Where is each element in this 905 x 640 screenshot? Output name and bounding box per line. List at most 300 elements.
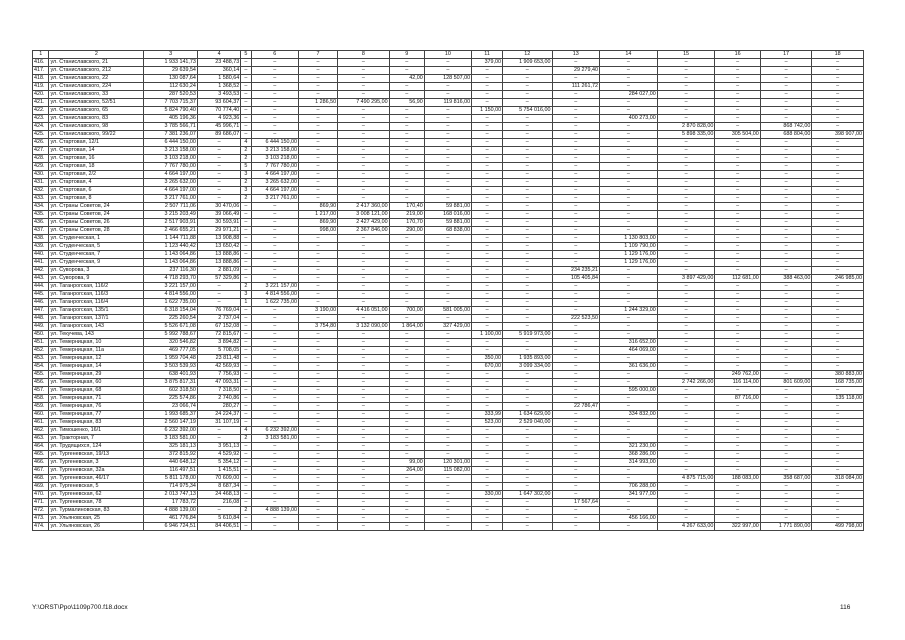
table-row	[33, 451, 864, 459]
table-cell: –	[472, 75, 503, 83]
table-cell: –	[197, 163, 240, 171]
table-cell: –	[389, 339, 424, 347]
table-row	[33, 427, 864, 435]
table-cell: –	[812, 83, 864, 91]
table-cell: 2	[241, 283, 251, 291]
table-cell: –	[715, 123, 760, 131]
column-number-cell: 3	[144, 51, 198, 59]
table-cell: –	[503, 91, 552, 99]
table-cell: –	[241, 467, 251, 475]
table-cell: 333,99	[472, 411, 503, 419]
table-cell: –	[760, 99, 812, 107]
table-cell: –	[760, 67, 812, 75]
table-cell: –	[812, 251, 864, 259]
table-cell: –	[812, 411, 864, 419]
table-cell: 1 647 302,00	[503, 491, 552, 499]
table-cell: 5 824 790,40	[144, 107, 198, 115]
table-cell: –	[503, 291, 552, 299]
table-cell: 128 507,00	[424, 75, 471, 83]
table-cell: 5 811 178,00	[144, 475, 198, 483]
table-cell: –	[715, 211, 760, 219]
table-cell: –	[812, 267, 864, 275]
table-cell: –	[424, 275, 471, 283]
table-cell: –	[503, 155, 552, 163]
table-cell: 5 919 973,00	[503, 331, 552, 339]
table-cell: 869,90	[298, 203, 337, 211]
table-cell: 7 767 780,00	[251, 163, 298, 171]
table-cell: 188 083,00	[715, 475, 760, 483]
table-cell: –	[715, 155, 760, 163]
table-cell: 1 368,52	[197, 83, 240, 91]
table-cell: –	[657, 99, 715, 107]
table-cell: –	[338, 139, 390, 147]
table-cell: –	[503, 283, 552, 291]
table-cell: –	[812, 403, 864, 411]
table-cell: –	[657, 211, 715, 219]
table-cell: –	[298, 243, 337, 251]
row-number-cell: 473.	[33, 515, 49, 523]
table-cell: –	[552, 283, 599, 291]
table-cell: –	[424, 243, 471, 251]
table-cell: –	[552, 163, 599, 171]
table-cell: 7 318,50	[197, 387, 240, 395]
table-row	[33, 315, 864, 323]
table-cell: –	[760, 299, 812, 307]
table-cell: –	[552, 467, 599, 475]
table-cell: –	[552, 427, 599, 435]
table-cell: –	[241, 91, 251, 99]
table-cell: –	[298, 331, 337, 339]
table-cell: –	[241, 219, 251, 227]
table-cell: 358 687,00	[760, 475, 812, 483]
table-cell: 706 288,00	[599, 483, 657, 491]
table-cell: –	[338, 379, 390, 387]
table-cell: –	[338, 251, 390, 259]
table-cell: –	[389, 507, 424, 515]
table-cell: –	[241, 371, 251, 379]
address-cell: ул. Тимошенко, 16/1	[49, 427, 144, 435]
table-cell: –	[424, 171, 471, 179]
address-cell: ул. Станиславского, 224	[49, 83, 144, 91]
table-cell: –	[599, 299, 657, 307]
document-path: Y:\ORST\Ppo\1109p700.f18.docx	[32, 604, 128, 611]
table-cell: 284 027,00	[599, 91, 657, 99]
table-cell: –	[552, 99, 599, 107]
table-cell: –	[503, 459, 552, 467]
table-cell: –	[812, 443, 864, 451]
table-cell: –	[812, 355, 864, 363]
table-cell: 1 286,50	[298, 99, 337, 107]
table-cell: –	[338, 515, 390, 523]
table-cell: –	[338, 291, 390, 299]
table-cell: –	[503, 315, 552, 323]
table-cell: –	[715, 339, 760, 347]
table-cell: –	[241, 59, 251, 67]
table-cell: –	[552, 451, 599, 459]
table-cell: 17 783,72	[144, 499, 198, 507]
table-cell: 2	[241, 155, 251, 163]
table-cell: –	[389, 139, 424, 147]
address-cell: ул. Суворова, 9	[49, 275, 144, 283]
table-cell: –	[241, 123, 251, 131]
table-cell: –	[472, 475, 503, 483]
table-cell: –	[599, 475, 657, 483]
table-cell: –	[599, 523, 657, 531]
address-cell: ул. Трудящихся, 124	[49, 443, 144, 451]
table-cell: 869,90	[298, 219, 337, 227]
table-cell: –	[599, 195, 657, 203]
table-cell: –	[599, 467, 657, 475]
column-number-cell: 18	[812, 51, 864, 59]
table-cell: 116 114,00	[715, 379, 760, 387]
table-cell: –	[599, 427, 657, 435]
table-cell: 3 215 203,49	[144, 211, 198, 219]
table-cell: 305 504,00	[715, 131, 760, 139]
table-cell: –	[389, 163, 424, 171]
row-number-cell: 442.	[33, 267, 49, 275]
table-cell: 39 066,49	[197, 211, 240, 219]
row-number-cell: 430.	[33, 171, 49, 179]
address-cell: ул. Тургеневская, 3	[49, 459, 144, 467]
table-cell: –	[760, 211, 812, 219]
row-number-cell: 451.	[33, 339, 49, 347]
table-cell: 602 318,50	[144, 387, 198, 395]
table-cell: –	[424, 339, 471, 347]
table-cell: 216,08	[197, 499, 240, 507]
table-cell: –	[424, 371, 471, 379]
table-cell: –	[657, 195, 715, 203]
table-cell: –	[338, 419, 390, 427]
address-cell: ул. Страны Советов, 24	[49, 211, 144, 219]
table-cell: 330,00	[472, 491, 503, 499]
table-cell: 7 381 236,07	[144, 131, 198, 139]
table-cell: –	[599, 499, 657, 507]
address-cell: ул. Студенческая, 5	[49, 243, 144, 251]
table-cell: –	[552, 419, 599, 427]
address-cell: ул. Станиславского, 99/22	[49, 131, 144, 139]
table-row	[33, 171, 864, 179]
table-row	[33, 243, 864, 251]
table-cell: –	[389, 171, 424, 179]
address-cell: ул. Темерницкая, 76	[49, 403, 144, 411]
table-cell: –	[251, 347, 298, 355]
table-cell: –	[338, 235, 390, 243]
table-cell: 3 103 218,00	[251, 155, 298, 163]
table-row	[33, 347, 864, 355]
address-cell: ул. Стартовая, 6	[49, 187, 144, 195]
table-cell: –	[241, 523, 251, 531]
table-row	[33, 323, 864, 331]
address-cell: ул. Стартовая, 14	[49, 147, 144, 155]
table-cell: –	[197, 155, 240, 163]
table-cell: –	[812, 307, 864, 315]
table-cell: –	[552, 131, 599, 139]
address-cell: ул. Таганрогская, 143	[49, 323, 144, 331]
table-cell: –	[812, 435, 864, 443]
table-cell: –	[251, 131, 298, 139]
table-cell: –	[251, 211, 298, 219]
table-cell: –	[657, 395, 715, 403]
table-cell: –	[251, 123, 298, 131]
row-number-cell: 467.	[33, 467, 49, 475]
table-cell: 237 116,30	[144, 267, 198, 275]
table-cell: 4 664 197,00	[144, 187, 198, 195]
table-cell: –	[812, 91, 864, 99]
table-cell: 7 767 780,00	[144, 163, 198, 171]
table-cell: –	[503, 267, 552, 275]
table-cell: –	[503, 67, 552, 75]
table-cell: –	[298, 195, 337, 203]
table-cell: –	[241, 227, 251, 235]
table-cell: –	[812, 283, 864, 291]
table-cell: –	[657, 403, 715, 411]
table-cell: 3 897 429,00	[657, 275, 715, 283]
table-cell: –	[298, 355, 337, 363]
row-number-cell: 440.	[33, 251, 49, 259]
table-cell: –	[657, 299, 715, 307]
table-cell: –	[552, 323, 599, 331]
table-cell: –	[472, 243, 503, 251]
table-cell: –	[760, 155, 812, 163]
table-cell: –	[503, 75, 552, 83]
table-cell: –	[657, 315, 715, 323]
table-row	[33, 227, 864, 235]
table-cell: –	[251, 515, 298, 523]
table-cell: –	[760, 307, 812, 315]
table-cell: –	[298, 483, 337, 491]
table-row	[33, 331, 864, 339]
table-cell: 105 405,84	[552, 275, 599, 283]
table-cell: 168 735,00	[812, 379, 864, 387]
address-cell: ул. Ульяновская, 26	[49, 523, 144, 531]
table-cell: 70 774,40	[197, 107, 240, 115]
table-cell: 23 066,74	[144, 403, 198, 411]
row-number-cell: 431.	[33, 179, 49, 187]
table-cell: –	[389, 451, 424, 459]
address-cell: ул. Станиславского, 212	[49, 67, 144, 75]
table-cell: –	[241, 459, 251, 467]
table-cell: –	[715, 291, 760, 299]
address-cell: ул. Тургеневская, 78	[49, 499, 144, 507]
table-cell: –	[760, 499, 812, 507]
table-cell: –	[389, 499, 424, 507]
table-cell: –	[472, 139, 503, 147]
table-cell: 3 183 581,00	[144, 435, 198, 443]
table-cell: –	[472, 187, 503, 195]
table-cell: –	[338, 347, 390, 355]
table-cell: –	[812, 299, 864, 307]
table-cell: –	[424, 83, 471, 91]
table-cell: –	[472, 155, 503, 163]
table-cell: 3 103 218,00	[144, 155, 198, 163]
table-cell: –	[298, 131, 337, 139]
table-cell: –	[389, 123, 424, 131]
table-cell: 24 224,37	[197, 411, 240, 419]
table-cell: 7 703 715,37	[144, 99, 198, 107]
row-number-cell: 432.	[33, 187, 49, 195]
table-cell: 1 129 176,00	[599, 251, 657, 259]
row-number-cell: 422.	[33, 107, 49, 115]
table-cell: –	[389, 187, 424, 195]
table-cell: –	[424, 163, 471, 171]
table-cell: 2 740,86	[197, 395, 240, 403]
table-cell: –	[760, 251, 812, 259]
table-cell: –	[812, 107, 864, 115]
table-row	[33, 99, 864, 107]
table-cell: –	[298, 155, 337, 163]
table-cell: –	[503, 235, 552, 243]
table-cell: 168 016,00	[424, 211, 471, 219]
table-cell: –	[338, 75, 390, 83]
table-row	[33, 379, 864, 387]
table-cell: –	[298, 523, 337, 531]
table-cell: –	[424, 147, 471, 155]
table-cell: –	[812, 291, 864, 299]
table-row	[33, 307, 864, 315]
table-row	[33, 355, 864, 363]
table-cell: –	[472, 291, 503, 299]
table-cell: –	[251, 411, 298, 419]
table-cell: –	[657, 67, 715, 75]
table-cell: –	[472, 427, 503, 435]
table-cell: 3 221 157,00	[144, 283, 198, 291]
table-cell: 219,00	[389, 211, 424, 219]
table-cell: –	[812, 235, 864, 243]
table-cell: –	[715, 259, 760, 267]
table-cell: 5 708,05	[197, 347, 240, 355]
table-cell: –	[338, 267, 390, 275]
table-cell: –	[599, 291, 657, 299]
table-cell: 1 864,00	[389, 323, 424, 331]
table-cell: 4 267 633,00	[657, 523, 715, 531]
table-cell: –	[760, 363, 812, 371]
table-cell: –	[503, 275, 552, 283]
table-cell: –	[599, 75, 657, 83]
table-cell: –	[472, 123, 503, 131]
table-row	[33, 131, 864, 139]
table-cell: –	[812, 339, 864, 347]
table-cell: –	[251, 475, 298, 483]
table-cell: 3 951,13	[197, 443, 240, 451]
table-cell: –	[241, 499, 251, 507]
table-cell: –	[657, 59, 715, 67]
table-cell: 334 832,00	[599, 411, 657, 419]
address-cell: ул. Тургеневская, 5	[49, 483, 144, 491]
row-number-cell: 445.	[33, 291, 49, 299]
table-cell: 3 213 158,00	[251, 147, 298, 155]
table-cell: –	[812, 507, 864, 515]
table-cell: –	[298, 363, 337, 371]
address-cell: ул. Страны Советов, 24	[49, 203, 144, 211]
table-cell: 112 681,00	[715, 275, 760, 283]
table-cell: –	[715, 307, 760, 315]
table-cell: 42,00	[389, 75, 424, 83]
table-cell: –	[338, 387, 390, 395]
table-cell: –	[251, 363, 298, 371]
table-cell: 2 013 747,13	[144, 491, 198, 499]
table-cell: –	[298, 67, 337, 75]
table-cell: –	[424, 331, 471, 339]
table-cell: –	[599, 147, 657, 155]
row-number-cell: 470.	[33, 491, 49, 499]
table-cell: –	[472, 403, 503, 411]
table-cell: –	[338, 59, 390, 67]
table-cell: –	[472, 115, 503, 123]
table-cell: –	[715, 107, 760, 115]
table-cell: –	[760, 187, 812, 195]
table-cell: 3 217 761,00	[251, 195, 298, 203]
table-cell: –	[657, 499, 715, 507]
table-cell: –	[472, 347, 503, 355]
table-cell: 1 109 790,00	[599, 243, 657, 251]
table-cell: –	[472, 275, 503, 283]
table-cell: –	[251, 99, 298, 107]
table-cell: 56,90	[389, 99, 424, 107]
table-cell: –	[338, 243, 390, 251]
table-cell: –	[503, 219, 552, 227]
row-number-cell: 419.	[33, 83, 49, 91]
table-cell: –	[715, 491, 760, 499]
table-cell: –	[715, 267, 760, 275]
table-cell: –	[424, 347, 471, 355]
table-cell: –	[552, 139, 599, 147]
table-cell: 42 569,93	[197, 363, 240, 371]
table-cell: –	[251, 203, 298, 211]
table-cell: –	[298, 179, 337, 187]
table-cell: –	[241, 107, 251, 115]
table-cell: –	[552, 91, 599, 99]
table-cell: –	[503, 251, 552, 259]
table-cell: 2 881,09	[197, 267, 240, 275]
table-cell: –	[298, 59, 337, 67]
table-cell: –	[424, 363, 471, 371]
table-cell: –	[197, 283, 240, 291]
table-cell: –	[760, 203, 812, 211]
table-cell: –	[298, 339, 337, 347]
column-number-cell: 16	[715, 51, 760, 59]
table-cell: –	[251, 251, 298, 259]
table-cell: –	[389, 411, 424, 419]
table-cell: 3	[241, 187, 251, 195]
table-cell: –	[503, 435, 552, 443]
table-cell: –	[338, 443, 390, 451]
table-cell: –	[298, 123, 337, 131]
table-cell: –	[251, 419, 298, 427]
row-number-cell: 468.	[33, 475, 49, 483]
table-cell: 316 652,00	[599, 339, 657, 347]
table-cell: –	[503, 483, 552, 491]
table-cell: –	[715, 331, 760, 339]
table-cell: 170,40	[389, 203, 424, 211]
table-cell: –	[338, 411, 390, 419]
table-cell: –	[424, 259, 471, 267]
table-cell: –	[812, 67, 864, 75]
table-cell: –	[389, 347, 424, 355]
table-cell: –	[552, 179, 599, 187]
table-cell: –	[298, 91, 337, 99]
table-cell: –	[424, 155, 471, 163]
table-cell: –	[503, 467, 552, 475]
table-row	[33, 299, 864, 307]
table-cell: 4 888 139,00	[144, 507, 198, 515]
table-cell: 23 488,73	[197, 59, 240, 67]
table-cell: –	[503, 475, 552, 483]
table-cell: 5 354,12	[197, 459, 240, 467]
table-cell: –	[599, 99, 657, 107]
table-cell: 31 107,19	[197, 419, 240, 427]
table-cell: –	[503, 427, 552, 435]
table-cell: –	[715, 515, 760, 523]
